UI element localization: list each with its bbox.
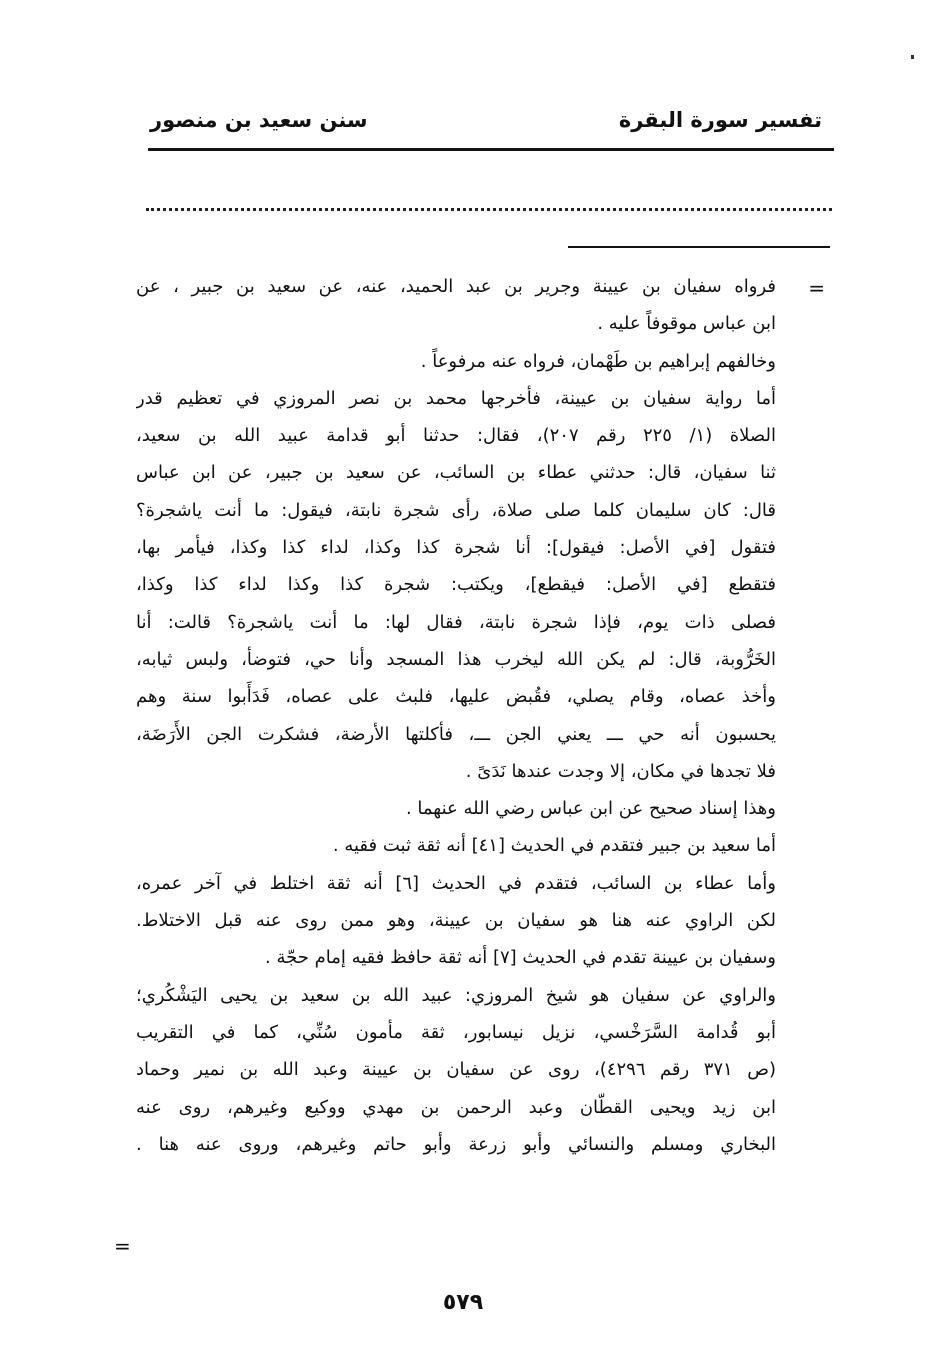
page-number: ٥٧٩: [442, 1290, 484, 1315]
text-line: وأما عطاء بن السائب، فتقدم في الحديث [٦] أنه ثقة اختلط في آخر عمره،: [136, 872, 776, 894]
text-line: ثنا سفيان، قال: حدثني عطاء بن السائب، عن سعيد بن جبير، عن ابن عباس: [136, 462, 776, 484]
text-line: قال: كان سليمان كلما صلى صلاة، رأى شجرة نابتة، فيقول: ما أنت ياشجرة؟: [136, 499, 776, 521]
text-line: الخَرُّوبة، قال: لم يكن الله ليخرب هذا المسجد وأنا حي، فتوضأ، ولبس ثيابه،: [136, 648, 776, 670]
text-line: فتقطع [في الأصل: فيقطع]، ويكتب: شجرة كذا وكذا لداء كذا وكذا،: [136, 574, 776, 596]
scan-speck: [911, 55, 914, 59]
text-line: ابن عباس موقوفاً عليه .: [597, 313, 776, 335]
text-line: فصلى ذات يوم، فإذا شجرة نابتة، فقال لها: ما أنت ياشجرة؟ قالت: أنا: [136, 611, 776, 633]
dotted-separator: [146, 208, 832, 211]
text-line: يحسبون أنه حي ـــ يعني الجن ـــ، فأكلتها الأرضة، فشكرت الجن الأَرَضَة،: [136, 723, 776, 745]
text-line: وأخذ عصاه، وقام يصلي، فقُبض عليها، فلبث على عصاه، فَدَأَبوا سنة وهم: [136, 686, 776, 708]
header-book-title: سنن سعيد بن منصور: [150, 108, 368, 132]
continuation-marker-bottom: =: [114, 1234, 131, 1258]
text-line: الصلاة (١/ ٢٢٥ رقم ٢٠٧)، فقال: حدثنا أبو قدامة عبيد الله بن سعيد،: [136, 425, 776, 447]
header-rule: [148, 148, 834, 151]
text-line: (ص ٣٧١ رقم ٤٢٩٦)، روى عن سفيان بن عيينة وعبد الله بن نمير وحماد: [136, 1059, 776, 1081]
text-line: والراوي عن سفيان هو شيخ المروزي: عبيد الله بن سعيد بن يحيى اليَشْكُري؛: [136, 984, 776, 1006]
text-line: أما سعيد بن جبير فتقدم في الحديث [٤١] أنه ثقة ثبت فقيه .: [332, 835, 776, 857]
text-line: البخاري ومسلم والنسائي وأبو زرعة وأبو حاتم وغيرهم، وروى عنه هنا .: [136, 1133, 776, 1155]
footnote-body: [136, 268, 776, 1163]
text-line: وهذا إسناد صحيح عن ابن عباس رضي الله عنهما .: [405, 798, 776, 820]
text-line: وخالفهم إبراهيم بن طَهْمان، فرواه عنه مرفوعاً .: [420, 350, 776, 372]
text-line: فرواه سفيان بن عيينة وجرير بن عبد الحميد، عنه، عن سعيد بن جبير ، عن: [136, 276, 776, 297]
text-line: أبو قُدامة السَّرَخْسي، نزيل نيسابور، ثقة مأمون سُنِّي، كما في التقريب: [136, 1021, 776, 1043]
header-chapter-title: تفسير سورة البقرة: [618, 108, 822, 132]
text-line: أما رواية سفيان بن عيينة، فأخرجها محمد بن نصر المروزي في تعظيم قدر: [136, 387, 776, 409]
text-line: لكن الراوي عنه هنا هو سفيان بن عيينة، وهو ممن روى عنه قبل الاختلاط.: [136, 910, 776, 932]
continuation-marker-top: =: [808, 276, 825, 300]
text-line: وسفيان بن عيينة تقدم في الحديث [٧] أنه ثقة حافظ فقيه إمام حجّة .: [265, 947, 776, 969]
text-line: ابن زيد ويحيى القطّان وعبد الرحمن بن مهدي ووكيع وغيرهم، روى عنه: [136, 1096, 776, 1118]
footnote-rule: [568, 246, 830, 248]
text-line: فتقول [في الأصل: فيقول]: أنا شجرة كذا وكذا، لداء كذا وكذا، فيأمر بها،: [136, 537, 776, 559]
text-line: فلا تجدها في مكان، إلا وجدت عندها نَدَىً .: [465, 760, 776, 782]
